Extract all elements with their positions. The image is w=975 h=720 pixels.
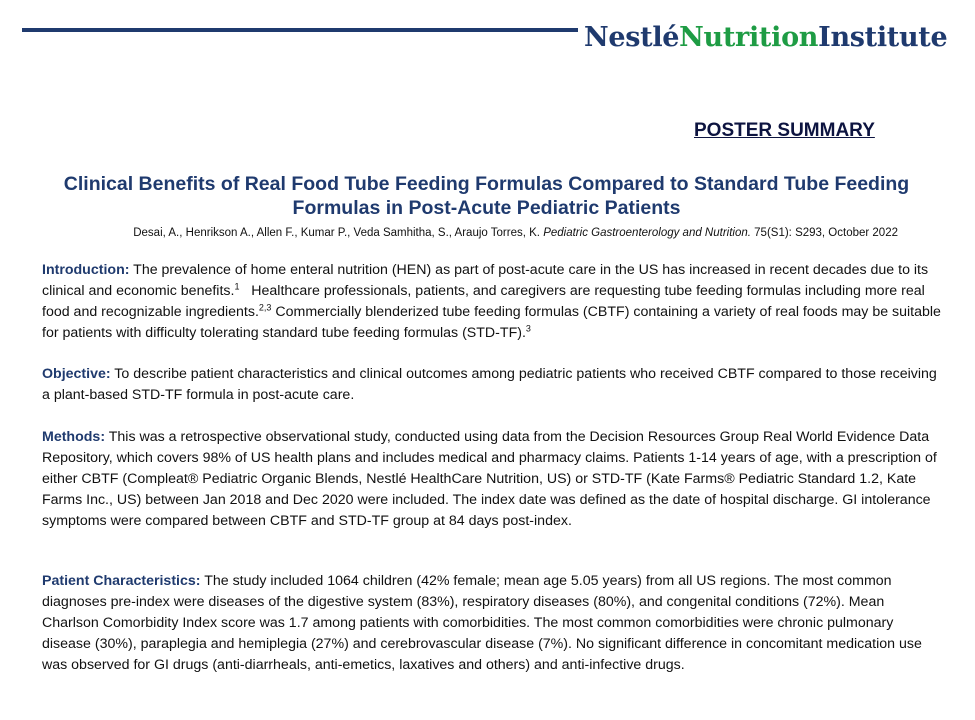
logo-part-nestle: Nestlé xyxy=(584,22,680,53)
logo-part-institute: Institute xyxy=(818,22,948,53)
introduction-text-1: The prevalence of home enteral nutrition (HEN) as part of post-acute care in the US has increased in recent decades due to its clinical and economic benefits. xyxy=(42,262,929,299)
methods-label: Methods: xyxy=(42,429,106,445)
logo-part-nutrition: Nutrition xyxy=(679,22,819,53)
citation-volume: 75(S1): S293, October 2022 xyxy=(754,227,898,239)
poster-summary-heading: POSTER SUMMARY xyxy=(694,120,875,141)
ref-2-3: 2,3 xyxy=(258,302,272,313)
patient-characteristics-section xyxy=(42,571,942,676)
patient-characteristics-label: Patient Characteristics: xyxy=(42,573,201,589)
nestle-nutrition-institute-logo xyxy=(584,22,947,53)
patient-characteristics-text: The study included 1064 children (42% female; mean age 5.05 years) from all US regions. The most common diagnoses pre-index were diseases of the digestive system (83%), respiratory diseases (80%), and congenital conditions (72%). Mean Charlson Comorbidity Index score was 1.7 among patients with comorbidities. The most common comorbidities were chronic pulmonary disease (30%), paraplegia and hemiplegia (27%) and cerebrovascular disease (7%). No significant difference in concomitant medication use was observed for GI drugs (anti-diarrheals, anti-emetics, laxatives and others) and anti-infective drugs. xyxy=(42,573,922,673)
ref-1: 1 xyxy=(234,281,240,292)
introduction-text-2: Healthcare professionals, patients, and caregivers are requesting tube feeding formulas including more real food and recognizable ingredients. xyxy=(42,283,925,320)
introduction-text-3: Commercially blenderized tube feeding formulas (CBTF) containing a variety of real foods may be suitable for patients with difficulty tolerating standard tube feeding formulas (STD-TF). xyxy=(42,304,941,341)
page-title: Clinical Benefits of Real Food Tube Feeding Formulas Compared to Standard Tube Feeding Formulas in Post-Acute Pediatric Patients xyxy=(63,173,910,219)
ref-3: 3 xyxy=(525,323,531,334)
introduction-label: Introduction: xyxy=(42,262,130,278)
citation-authors: Desai, A., Henrikson A., Allen F., Kumar P., Veda Samhitha, S., Araujo Torres, K. xyxy=(133,227,540,239)
citation-journal: Pediatric Gastroenterology and Nutrition. xyxy=(543,227,751,239)
introduction-section xyxy=(42,260,942,344)
methods-section xyxy=(42,427,942,532)
objective-text: To describe patient characteristics and clinical outcomes among pediatric patients who received CBTF compared to those receiving a plant-based STD-TF formula in post-acute care. xyxy=(42,366,937,403)
objective-label: Objective: xyxy=(42,366,111,382)
citation xyxy=(133,227,898,239)
header-rule xyxy=(22,28,578,32)
methods-text: This was a retrospective observational study, conducted using data from the Decision Resources Group Real World Evidence Data Repository, which covers 98% of US health plans and includes medical and pharmacy claims. Patients 1-14 years of age, with a prescription of either CBTF (Compleat® Pediatric Organic Blends, Nestlé HealthCare Nutrition, US) or STD-TF (Kate Farms® Pediatric Standard 1.2, Kate Farms Inc., US) between Jan 2018 and Dec 2020 were included. The index date was defined as the date of hospital discharge. GI intolerance symptoms were compared between CBTF and STD-TF group at 84 days post-index. xyxy=(42,429,937,529)
objective-section xyxy=(42,364,942,406)
